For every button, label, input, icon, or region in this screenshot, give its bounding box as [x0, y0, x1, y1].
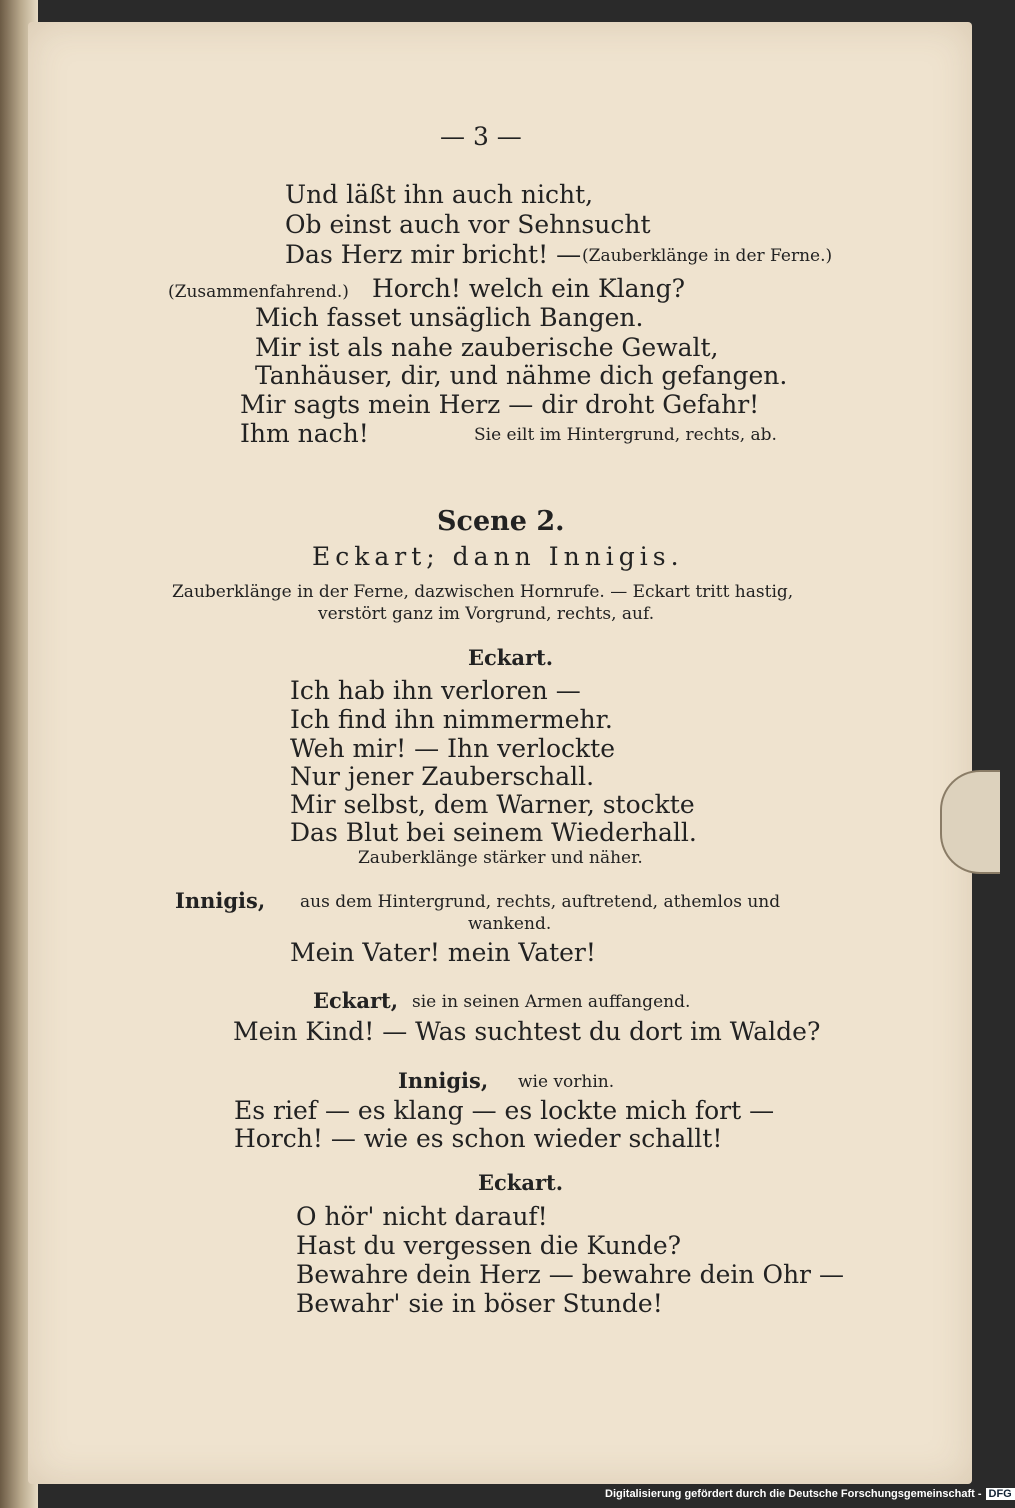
character-list: Eckart; dann Innigis. [312, 542, 684, 571]
stage-direction: verstört ganz im Vorgrund, rechts, auf. [318, 604, 655, 624]
verse-line: Ich find ihn nimmermehr. [290, 705, 613, 734]
footer-text: Digitalisierung gefördert durch die Deutsche Forschungsgemeinschaft - [605, 1488, 982, 1500]
verse-line: Das Blut bei seinem Wiederhall. [290, 818, 697, 847]
verse-line: Horch! — wie es schon wieder schallt! [234, 1124, 723, 1153]
stage-direction: Sie eilt im Hintergrund, rechts, ab. [474, 425, 777, 445]
dfg-logo: DFG [986, 1488, 1015, 1500]
verse-line: Es rief — es klang — es lockte mich fort — [234, 1096, 775, 1125]
verse-line: Ob einst auch vor Sehnsucht [285, 210, 651, 239]
scene-heading: Scene 2. [437, 506, 565, 537]
speaker-name: Innigis, [398, 1068, 489, 1093]
verse-line: Mir ist als nahe zauberische Gewalt, [255, 333, 719, 362]
stage-direction: aus dem Hintergrund, rechts, auftretend, athemlos und [300, 892, 781, 912]
verse-line: Mein Vater! mein Vater! [290, 938, 596, 967]
verse-line: Mir sagts mein Herz — dir droht Gefahr! [240, 390, 760, 419]
stage-direction: sie in seinen Armen auffangend. [412, 992, 691, 1012]
page-number: — 3 — [440, 122, 522, 151]
verse-line: Mich fasset unsäglich Bangen. [255, 303, 644, 332]
verse-line: Das Herz mir bricht! — [285, 240, 582, 269]
stage-direction: (Zauberklänge in der Ferne.) [582, 246, 833, 266]
verse-line: Und läßt ihn auch nicht, [285, 180, 594, 209]
stage-direction: (Zusammenfahrend.) [168, 282, 349, 302]
speaker-name: Eckart, [313, 988, 399, 1013]
verse-line: Horch! welch ein Klang? [372, 274, 686, 303]
page-tab [940, 770, 1000, 874]
speaker-name: Innigis, [175, 888, 266, 913]
speaker-name: Eckart. [468, 645, 554, 670]
speaker-name: Eckart. [478, 1170, 564, 1195]
verse-line: O hör' nicht darauf! [296, 1202, 548, 1231]
verse-line: Hast du vergessen die Kunde? [296, 1231, 682, 1260]
verse-line: Tanhäuser, dir, und nähme dich gefangen. [255, 361, 788, 390]
digitization-footer [605, 1488, 1015, 1500]
verse-line: Bewahre dein Herz — bewahre dein Ohr — [296, 1260, 844, 1289]
stage-direction: Zauberklänge in der Ferne, dazwischen Hornrufe. — Eckart tritt hastig, [172, 582, 794, 602]
stage-direction: wie vorhin. [518, 1072, 615, 1092]
verse-line: Mein Kind! — Was suchtest du dort im Walde? [233, 1017, 821, 1046]
verse-line: Bewahr' sie in böser Stunde! [296, 1289, 663, 1318]
verse-line: Nur jener Zauberschall. [290, 762, 595, 791]
stage-direction: Zauberklänge stärker und näher. [358, 848, 643, 868]
stage-direction: wankend. [468, 914, 552, 934]
verse-line: Weh mir! — Ihn verlockte [290, 734, 616, 763]
verse-line: Mir selbst, dem Warner, stockte [290, 790, 695, 819]
verse-line: Ich hab ihn verloren — [290, 676, 581, 705]
verse-line: Ihm nach! [240, 419, 369, 448]
